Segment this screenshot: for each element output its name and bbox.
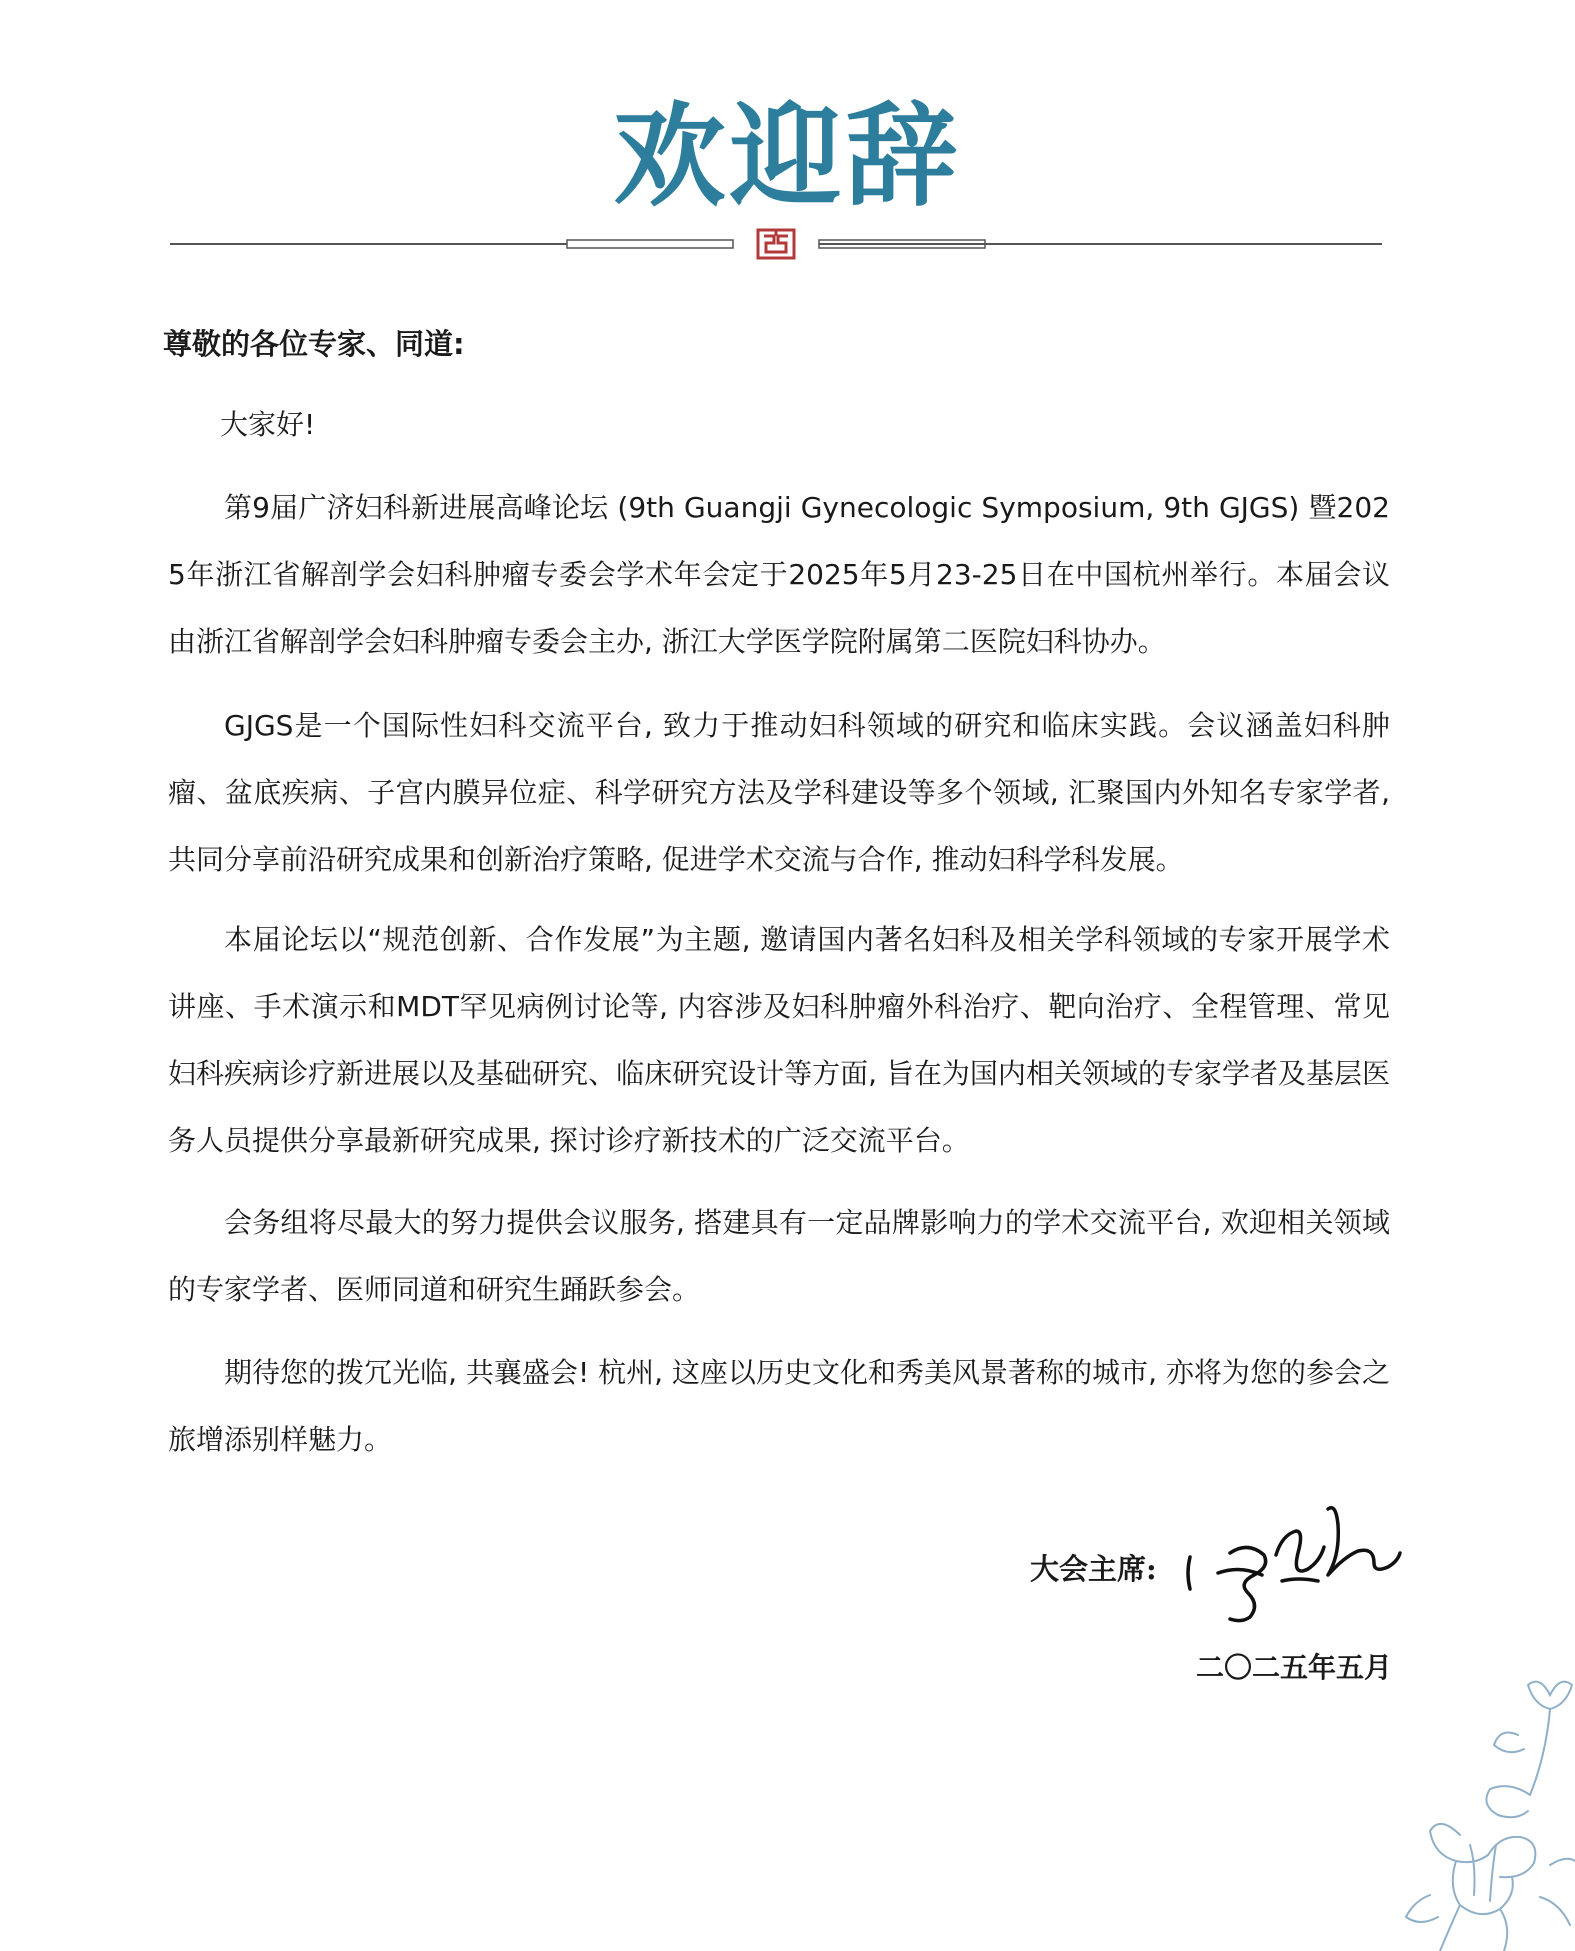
letter-date: 二〇二五年五月 <box>1196 1651 1393 1684</box>
salutation: 尊敬的各位专家、同道: <box>163 327 465 361</box>
page-title: 欢迎辞 <box>613 91 962 222</box>
greeting: 大家好! <box>220 408 316 441</box>
signature-label: 大会主席: <box>1030 1552 1157 1586</box>
seal-knot-ornament-icon <box>758 230 794 258</box>
paragraph-theme: 本届论坛以“规范创新、合作发展”为主题, 邀请国内著名妇科及相关学科领域的专家开展学术讲座、手术演示和MDT罕见病例讨论等, 内容涉及妇科肿瘤外科治疗、靶向治疗、全程管理、常见妇科疾病诊疗新进展以及基础研究、临床研究设计等方面, 旨在为国内相关领域的专家学者及基层医务人员提供分享最新研究成果, 探讨诊疗新技术的广泛交流平台。 <box>168 923 1390 1157</box>
paragraph-invitation: 期待您的拨冗光临, 共襄盛会! 杭州, 这座以历史文化和秀美风景著称的城市, 亦将为您的参会之旅增添别样魅力。 <box>168 1356 1390 1456</box>
paragraph-service: 会务组将尽最大的努力提供会议服务, 搭建具有一定品牌影响力的学术交流平台, 欢迎相关领域的专家学者、医师同道和研究生踊跃参会。 <box>168 1206 1390 1306</box>
paragraph-intro: 第9届广济妇科新进展高峰论坛 (9th Guangji Gynecologic Symposium, 9th GJGS) 暨2025年浙江省解剖学会妇科肿瘤专委会学术年会定于2025年5月23-25日在中国杭州举行。本届会议由浙江省解剖学会妇科肿瘤专委会主办, 浙江大学医学院附属第二医院妇科协办。 <box>168 491 1390 658</box>
paragraph-about: GJGS是一个国际性妇科交流平台, 致力于推动妇科领域的研究和临床实践。会议涵盖妇科肿瘤、盆底疾病、子宫内膜异位症、科学研究方法及学科建设等多个领域, 汇聚国内外知名专家学者, 共同分享前沿研究成果和创新治疗策略, 促进学术交流与合作, 推动妇科学科发展。 <box>168 709 1390 876</box>
lotus-illustration-icon <box>1400 1665 1575 1951</box>
handwritten-signature-icon <box>1178 1495 1402 1625</box>
title-divider <box>170 228 1382 260</box>
